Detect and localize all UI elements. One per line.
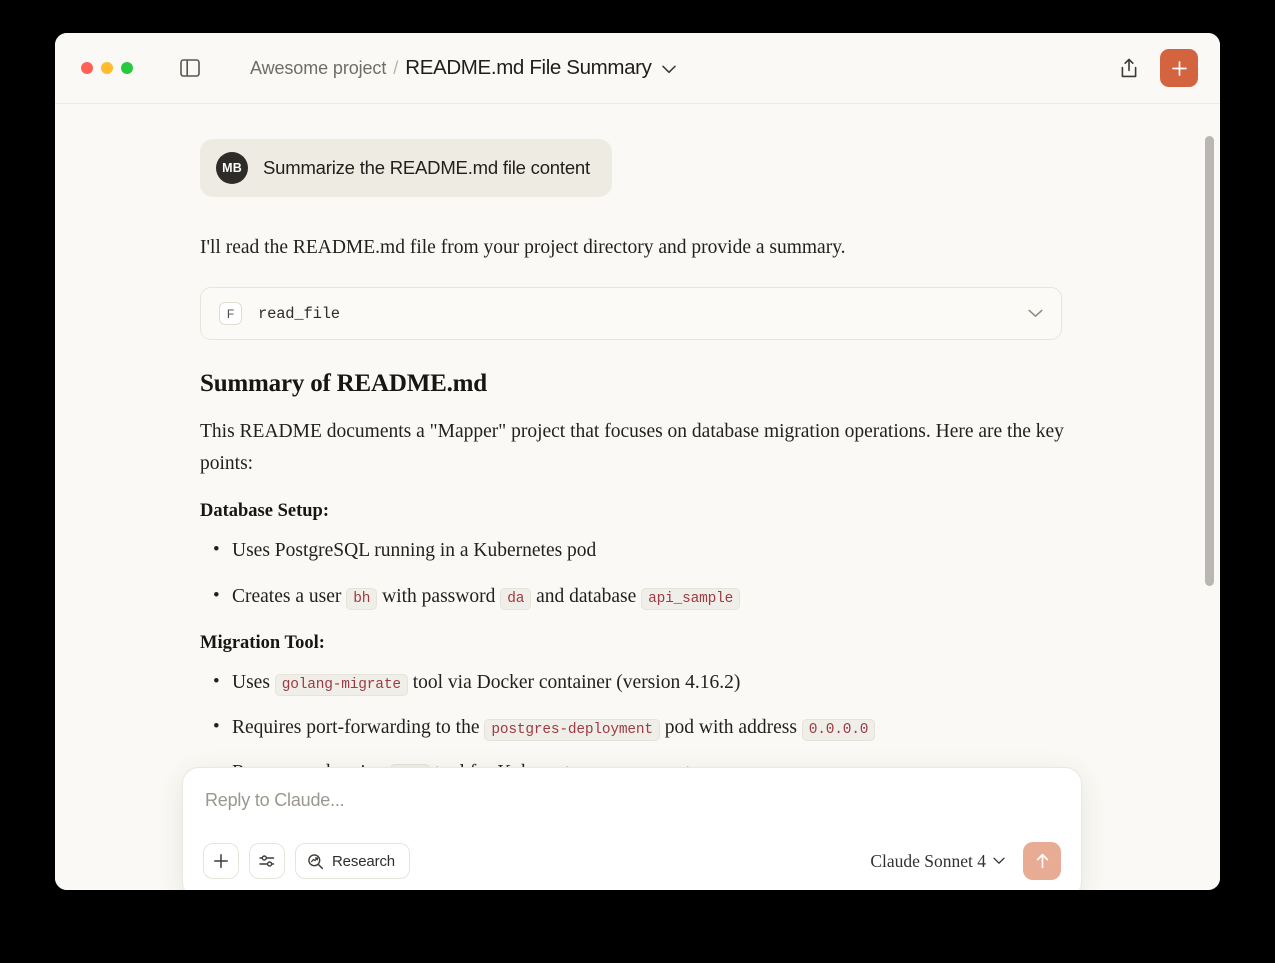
plus-icon [213, 853, 229, 869]
page-title[interactable]: README.md File Summary [405, 56, 652, 79]
user-message-bubble [200, 139, 612, 197]
section-list [200, 537, 1070, 611]
answer-sections [200, 501, 1070, 787]
research-label: Research [332, 852, 395, 870]
assistant-intro-text: I'll read the README.md file from your project directory and provide a summary. [200, 237, 846, 258]
chevron-down-icon[interactable] [662, 65, 676, 74]
share-icon[interactable] [1114, 53, 1144, 83]
sliders-icon [258, 853, 276, 869]
inline-code: golang-migrate [275, 674, 408, 696]
answer-paragraph: This README documents a "Mapper" project that focuses on database migration operations. Here are the key points: [200, 421, 1064, 474]
message-thread [55, 104, 1220, 835]
window-close-button[interactable] [81, 62, 93, 74]
titlebar [55, 33, 1220, 104]
composer-toolbar [203, 842, 1061, 880]
app-window [55, 33, 1220, 890]
breadcrumb [250, 56, 676, 80]
file-badge-icon: F [219, 302, 242, 325]
titlebar-actions [1114, 49, 1198, 87]
composer-right-actions [870, 842, 1061, 880]
scrollbar[interactable] [1205, 104, 1214, 890]
model-selector[interactable] [870, 851, 1005, 872]
breadcrumb-project[interactable]: Awesome project [250, 58, 387, 78]
research-button[interactable] [295, 843, 410, 879]
user-message-text: Summarize the README.md file content [263, 157, 590, 178]
tool-call-read-file[interactable] [200, 287, 1062, 340]
conversation-scroll-area[interactable] [55, 104, 1220, 890]
list-item: • Creates a user bh with password da and database api_sample [200, 583, 1070, 611]
new-chat-button[interactable] [1160, 49, 1198, 87]
list-item: • Uses golang-migrate tool via Docker container (version 4.16.2) [200, 669, 1070, 697]
tools-settings-button[interactable] [249, 843, 285, 879]
sidebar-toggle-icon[interactable] [177, 55, 203, 81]
research-magnifier-icon [307, 853, 324, 870]
window-minimize-button[interactable] [101, 62, 113, 74]
list-item: • Uses PostgreSQL running in a Kubernetes pod [200, 537, 1070, 565]
inline-code: postgres-deployment [484, 719, 660, 741]
attach-button[interactable] [203, 843, 239, 879]
breadcrumb-separator: / [393, 58, 399, 78]
chevron-down-icon[interactable] [1028, 309, 1043, 318]
scrollbar-thumb[interactable] [1205, 136, 1214, 586]
assistant-answer [200, 370, 1070, 834]
message-column [200, 139, 1070, 835]
reply-input[interactable]: Reply to Claude... [205, 790, 345, 810]
window-maximize-button[interactable] [121, 62, 133, 74]
inline-code: 0.0.0.0 [802, 719, 876, 741]
send-button[interactable] [1023, 842, 1061, 880]
list-item: • Requires port-forwarding to the postgres-deployment pod with address 0.0.0.0 [200, 714, 1070, 742]
inline-code: bh [346, 588, 377, 610]
answer-heading: Summary of README.md [200, 370, 487, 398]
arrow-up-icon [1034, 852, 1051, 870]
model-name: Claude Sonnet 4 [870, 850, 986, 871]
chevron-down-icon [993, 857, 1005, 865]
composer [182, 767, 1082, 890]
inline-code: da [500, 588, 531, 610]
section-heading: Migration Tool: [200, 632, 325, 653]
traffic-lights [81, 62, 133, 74]
avatar: MB [216, 152, 248, 184]
plus-icon [1171, 60, 1188, 77]
tool-call-name: read_file [258, 304, 340, 323]
section-heading: Database Setup: [200, 501, 329, 522]
inline-code: api_sample [641, 588, 740, 610]
